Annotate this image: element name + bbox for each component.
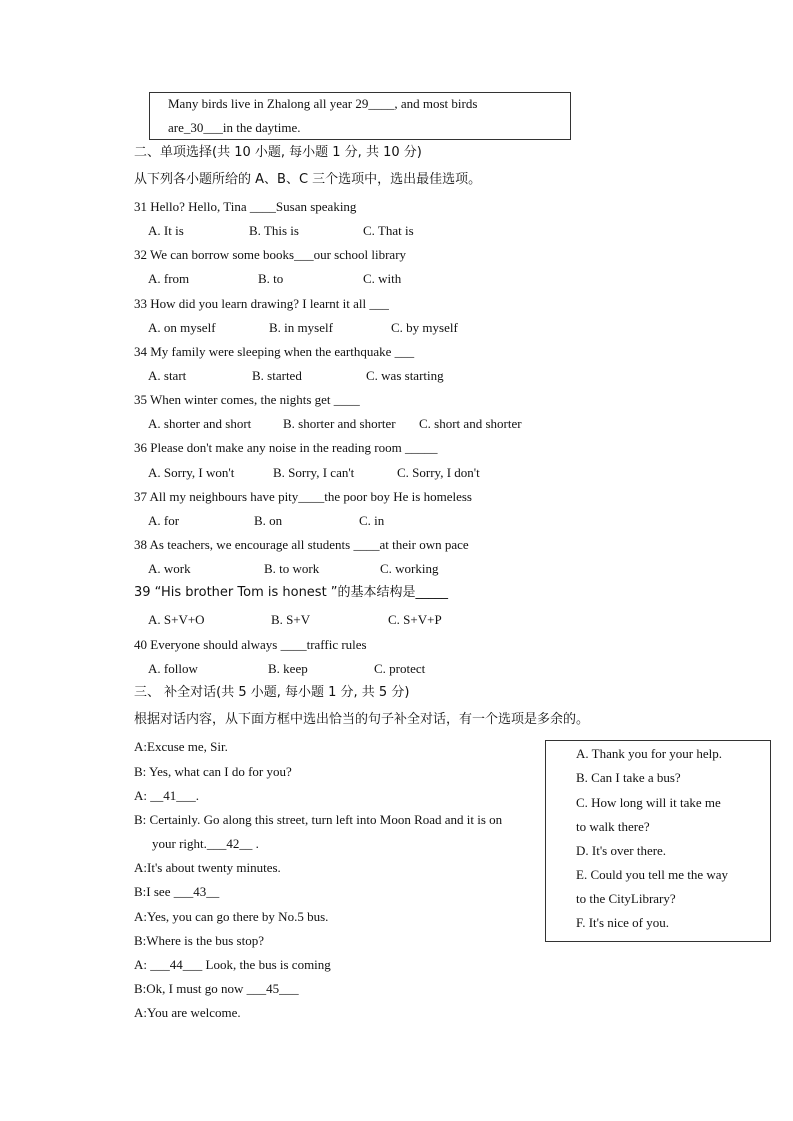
dialogue-line: A: ___44___ Look, the bus is coming [134, 957, 331, 972]
option-b: B. to [258, 271, 284, 286]
question-text: 35 When winter comes, the nights get ____ [134, 392, 360, 407]
option-b: B. This is [249, 223, 299, 238]
dialogue-line: B:Where is the bus stop? [134, 933, 264, 948]
section2-heading: 二、单项选择(共 10 小题, 每小题 1 分, 共 10 分) [134, 145, 422, 160]
question-text: 32 We can borrow some books___our school library [134, 247, 407, 262]
passage-line-1: Many birds live in Zhalong all year 29____, and most birds [168, 96, 478, 111]
dialogue-line: B: Yes, what can I do for you? [134, 764, 292, 779]
option-b: B. in myself [269, 320, 333, 335]
option-a: A. for [148, 513, 180, 528]
option-b: B. S+V [271, 612, 311, 627]
dialogue-line: B: Certainly. Go along this street, turn left into Moon Road and it is on [134, 812, 503, 827]
option-a: A. shorter and short [148, 416, 252, 431]
question-text: 33 How did you learn drawing? I learnt it all ___ [134, 296, 389, 311]
option-line: B. Can I take a bus? [576, 770, 681, 785]
option-a: A. from [148, 271, 190, 286]
question-text: 31 Hello? Hello, Tina ____Susan speaking [134, 199, 357, 214]
option-c: C. short and shorter [419, 416, 522, 431]
option-a: A. start [148, 368, 187, 383]
question-text: 38 As teachers, we encourage all students ____at their own pace [134, 537, 469, 552]
option-c: C. with [363, 271, 402, 286]
option-b: B. to work [264, 561, 320, 576]
option-a: A. work [148, 561, 191, 576]
option-b: B. Sorry, I can't [273, 465, 355, 480]
dialogue-line: B:I see ___43__ [134, 884, 220, 899]
section3-heading: 三、 补全对话(共 5 小题, 每小题 1 分, 共 5 分) [134, 685, 410, 700]
question-text: 36 Please don't make any noise in the reading room _____ [134, 440, 438, 455]
option-line: F. It's nice of you. [576, 915, 670, 930]
dialogue-line: your right.___42__ . [152, 836, 259, 851]
option-b: B. started [252, 368, 302, 383]
option-c: C. protect [374, 661, 426, 676]
question-text: 34 My family were sleeping when the earthquake ___ [134, 344, 415, 359]
option-c: C. working [380, 561, 439, 576]
option-b: B. on [254, 513, 283, 528]
option-a: A. on myself [148, 320, 216, 335]
option-a: A. Sorry, I won't [148, 465, 235, 480]
question-text: 39 “His brother Tom is honest ”的基本结构是_____ [134, 585, 449, 600]
passage-line-2: are_30___in the daytime. [168, 120, 301, 135]
question-text: 40 Everyone should always ____traffic rules [134, 637, 367, 652]
option-line: to walk there? [576, 819, 650, 834]
dialogue-line: A:Excuse me, Sir. [134, 739, 228, 754]
question-text: 37 All my neighbours have pity____the poor boy He is homeless [134, 489, 472, 504]
option-a: A. S+V+O [148, 612, 205, 627]
option-a: A. It is [148, 223, 184, 238]
option-line: D. It's over there. [576, 843, 667, 858]
option-line: C. How long will it take me [576, 795, 721, 810]
option-c: C. Sorry, I don't [397, 465, 480, 480]
option-line: to the CityLibrary? [576, 891, 676, 906]
dialogue-line: B:Ok, I must go now ___45___ [134, 981, 299, 996]
dialogue-line: A:Yes, you can go there by No.5 bus. [134, 909, 329, 924]
option-line: A. Thank you for your help. [576, 746, 722, 761]
option-b: B. shorter and shorter [283, 416, 396, 431]
option-c: C. That is [363, 223, 414, 238]
option-c: C. S+V+P [388, 612, 442, 627]
option-b: B. keep [268, 661, 308, 676]
section3-instruction: 根据对话内容，从下面方框中选出恰当的句子补全对话，有一个选项是多余的。 [134, 712, 590, 727]
option-c: C. by myself [391, 320, 458, 335]
dialogue-line: A: __41___. [134, 788, 199, 803]
option-line: E. Could you tell me the way [576, 867, 729, 882]
option-c: C. in [359, 513, 385, 528]
option-c: C. was starting [366, 368, 444, 383]
dialogue-line: A:You are welcome. [134, 1005, 241, 1020]
option-a: A. follow [148, 661, 198, 676]
dialogue-line: A:It's about twenty minutes. [134, 860, 281, 875]
section2-instruction: 从下列各小题所给的 A、B、C 三个选项中，选出最佳选项。 [134, 172, 482, 187]
